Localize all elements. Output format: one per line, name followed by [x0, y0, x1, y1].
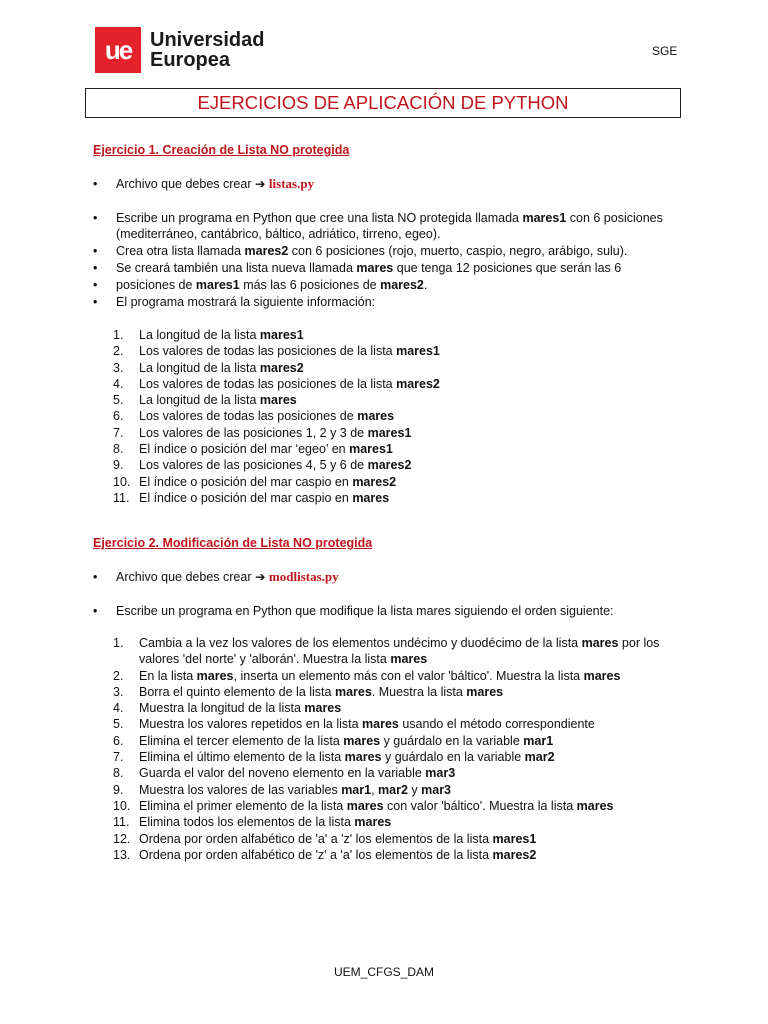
text: La longitud de la lista	[139, 360, 260, 375]
bold-text: mares1	[367, 425, 412, 440]
list-item	[113, 360, 679, 376]
text: El índice o posición del mar ‘egeo’ en	[139, 442, 350, 457]
bullet-file	[93, 176, 676, 193]
item-number: 10.	[113, 798, 131, 813]
item-number: 2.	[113, 344, 124, 359]
bullet-dot: •	[93, 177, 98, 191]
text: con 6 posiciones (rojo, muerto, caspio, negro, arábigo, sulu).	[288, 244, 628, 259]
bullet-mares-positions	[93, 277, 676, 294]
bullet-dot: •	[93, 294, 98, 309]
bold-text: mares1	[349, 442, 393, 457]
bold-text: mar1	[341, 782, 372, 797]
text: Los valores de las posiciones 4, 5 y 6 de	[139, 458, 368, 473]
text: Ordena por orden alfabético de 'a' a 'z' los elementos de la lista	[139, 831, 493, 846]
bold-text: mares	[304, 701, 342, 716]
list-item	[113, 831, 679, 847]
bullet-dot: •	[93, 244, 98, 259]
list-item	[113, 798, 679, 814]
text: Guarda el valor del noveno elemento en la variable	[139, 766, 426, 781]
item-number: 2.	[113, 668, 124, 683]
bullet-program-output	[93, 294, 676, 311]
list-item	[113, 441, 679, 457]
bullet-create-mares1	[93, 210, 676, 244]
list-item	[113, 684, 679, 700]
bold-text: mares2	[380, 277, 424, 292]
text: ,	[371, 782, 379, 797]
list-item	[113, 376, 679, 392]
text: Elimina todos los elementos de la lista	[139, 815, 355, 830]
text: que tenga 12 posiciones que serán las 6	[393, 260, 622, 275]
text: por los valores 'del norte' y 'alborán'. Muestra la lista	[139, 636, 660, 667]
file-name: listas.py	[268, 176, 315, 191]
item-number: 4.	[113, 701, 124, 716]
text: y guárdalo en la variable	[380, 733, 524, 748]
logo-text	[150, 30, 264, 70]
bold-text: mares	[343, 733, 381, 748]
text: Muestra la longitud de la lista	[139, 701, 305, 716]
bold-text: mares2	[352, 474, 397, 489]
bold-text: mares2	[244, 244, 289, 259]
text: . Muestra la lista	[371, 684, 467, 699]
list-item	[113, 392, 679, 408]
item-number: 12.	[113, 831, 131, 846]
list-item	[113, 782, 679, 798]
list-item	[113, 490, 679, 506]
bullet-create-mares2	[93, 243, 676, 260]
item-number: 8.	[113, 766, 124, 781]
item-number: 9.	[113, 458, 124, 473]
text: La longitud de la lista	[139, 328, 260, 342]
bold-text: mares	[354, 815, 392, 830]
list-item	[113, 408, 679, 424]
list-item	[113, 733, 679, 749]
text: Cambia a la vez los valores de los elementos undécimo y duodécimo de la lista	[139, 636, 582, 650]
bold-text: mar1	[523, 733, 554, 748]
exercise-1-list	[113, 327, 679, 506]
text: con valor 'báltico'. Muestra la lista	[383, 798, 577, 813]
bold-text: mares	[344, 750, 382, 765]
bold-text: mares	[346, 798, 384, 813]
bold-text: mares	[466, 684, 504, 699]
item-number: 7.	[113, 425, 124, 440]
bold-text: mar2	[378, 782, 408, 797]
text: posiciones de	[116, 277, 196, 292]
bold-text: mares	[390, 652, 428, 667]
text: Muestra los valores repetidos en la lista	[139, 717, 363, 732]
bullet-modify-program	[93, 603, 676, 620]
text: Escribe un programa en Python que modifique la lista mares siguiendo el orden siguiente:	[116, 603, 614, 618]
list-item	[113, 327, 679, 343]
bullet-dot: •	[93, 260, 98, 275]
item-number: 9.	[113, 782, 124, 797]
bold-text: mares	[334, 684, 372, 699]
text: Se creará también una lista nueva llamada	[116, 260, 357, 275]
text: más las 6 posiciones de	[239, 277, 381, 292]
list-item	[113, 847, 679, 863]
document-title: EJERCICIOS DE APLICACIÓN DE PYTHON	[85, 88, 681, 118]
bold-text: mares1	[259, 328, 304, 342]
text: Los valores de las posiciones 1, 2 y 3 de	[139, 425, 368, 440]
text: usando el método correspondiente	[398, 717, 595, 732]
logo-line-2: Europea	[150, 49, 231, 71]
exercise-2-list	[113, 635, 679, 863]
list-item	[113, 635, 679, 668]
page-footer: UEM_CFGS_DAM	[333, 965, 434, 979]
text: Elimina el primer elemento de la lista	[139, 798, 347, 813]
text: El índice o posición del mar caspio en	[139, 474, 353, 489]
list-item	[113, 457, 679, 473]
text: y	[407, 782, 422, 797]
bullet-dot: •	[93, 603, 98, 618]
exercise-1-bullets	[93, 176, 676, 310]
item-number: 11.	[113, 490, 130, 505]
bullet-dot: •	[93, 277, 98, 292]
exercise-2-bullets	[93, 569, 676, 619]
bold-text: mares	[362, 717, 399, 732]
item-number: 3.	[113, 684, 124, 699]
item-number: 1.	[113, 328, 124, 342]
bold-text: mares	[259, 393, 297, 408]
bullet-dot: •	[93, 570, 98, 584]
university-logo	[95, 27, 264, 73]
text: y guárdalo en la variable	[381, 750, 525, 765]
bullet-file	[93, 569, 676, 586]
list-item	[113, 716, 679, 732]
logo-mark: ue	[95, 27, 141, 73]
text: El programa mostrará la siguiente información:	[116, 294, 376, 309]
item-number: 11.	[113, 815, 130, 830]
text: Escribe un programa en Python que cree una lista NO protegida llamada	[116, 210, 523, 225]
text: Muestra los valores de las variables	[139, 782, 342, 797]
item-number: 3.	[113, 360, 124, 375]
list-item	[113, 765, 679, 781]
file-prefix: Archivo que debes crear ➔	[116, 177, 269, 191]
text: Los valores de todas las posiciones de la lista	[139, 344, 397, 359]
text: Elimina el último elemento de la lista	[139, 750, 345, 765]
bold-text: mar2	[524, 750, 555, 765]
item-number: 5.	[113, 717, 124, 732]
bold-text: mares2	[367, 458, 412, 473]
bold-text: mares	[356, 260, 394, 275]
bold-text: mares1	[396, 344, 440, 359]
text: .	[423, 277, 428, 292]
bullet-dot: •	[93, 210, 98, 225]
bold-text: mares	[352, 490, 390, 505]
text: En la lista	[139, 668, 197, 683]
text: Los valores de todas las posiciones de la lista	[139, 376, 397, 391]
item-number: 6.	[113, 733, 124, 748]
list-item	[113, 474, 679, 490]
bold-text: mares	[581, 636, 619, 650]
bold-text: mares	[196, 668, 234, 683]
text: El índice o posición del mar caspio en	[139, 490, 353, 505]
item-number: 10.	[113, 474, 131, 489]
item-number: 1.	[113, 636, 124, 650]
bold-text: mar3	[425, 766, 456, 781]
list-item	[113, 343, 679, 359]
bold-text: mar3	[421, 782, 452, 797]
text: La longitud de la lista	[139, 393, 260, 408]
bold-text: mares1	[195, 277, 240, 292]
text: Elimina el tercer elemento de la lista	[139, 733, 344, 748]
item-number: 4.	[113, 376, 124, 391]
file-prefix: Archivo que debes crear ➔	[116, 570, 269, 584]
text: Ordena por orden alfabético de 'z' a 'a' los elementos de la lista	[139, 847, 493, 862]
exercise-2-heading: Ejercicio 2. Modificación de Lista NO protegida	[93, 536, 373, 550]
bold-text: mares2	[259, 360, 304, 375]
exercise-1-heading: Ejercicio 1. Creación de Lista NO protegida	[93, 143, 350, 157]
logo-line-1: Universidad	[150, 29, 265, 51]
file-name: modlistas.py	[268, 569, 339, 584]
bold-text: mares1	[522, 210, 567, 225]
bold-text: mares	[357, 409, 395, 424]
text: Los valores de todas las posiciones de	[139, 409, 358, 424]
bold-text: mares2	[396, 376, 440, 391]
bullet-create-mares	[93, 260, 676, 277]
course-code: SGE	[652, 44, 678, 58]
item-number: 13.	[113, 847, 131, 862]
list-item	[113, 668, 679, 684]
item-number: 7.	[113, 750, 124, 765]
text: Borra el quinto elemento de la lista	[139, 684, 335, 699]
list-item	[113, 700, 679, 716]
bold-text: mares1	[492, 831, 537, 846]
text: Crea otra lista llamada	[116, 244, 245, 259]
item-number: 5.	[113, 393, 124, 408]
text: , inserta un elemento más con el valor 'báltico'. Muestra la lista	[233, 668, 584, 683]
bold-text: mares	[576, 798, 614, 813]
list-item	[113, 814, 679, 830]
item-number: 6.	[113, 409, 124, 424]
item-number: 8.	[113, 442, 124, 457]
list-item	[113, 749, 679, 765]
bold-text: mares2	[492, 847, 537, 862]
text: con 6 posiciones (mediterráneo, cantábrico, báltico, adriático, tirreno, egeo).	[116, 210, 663, 242]
bold-text: mares	[583, 668, 621, 683]
list-item	[113, 425, 679, 441]
